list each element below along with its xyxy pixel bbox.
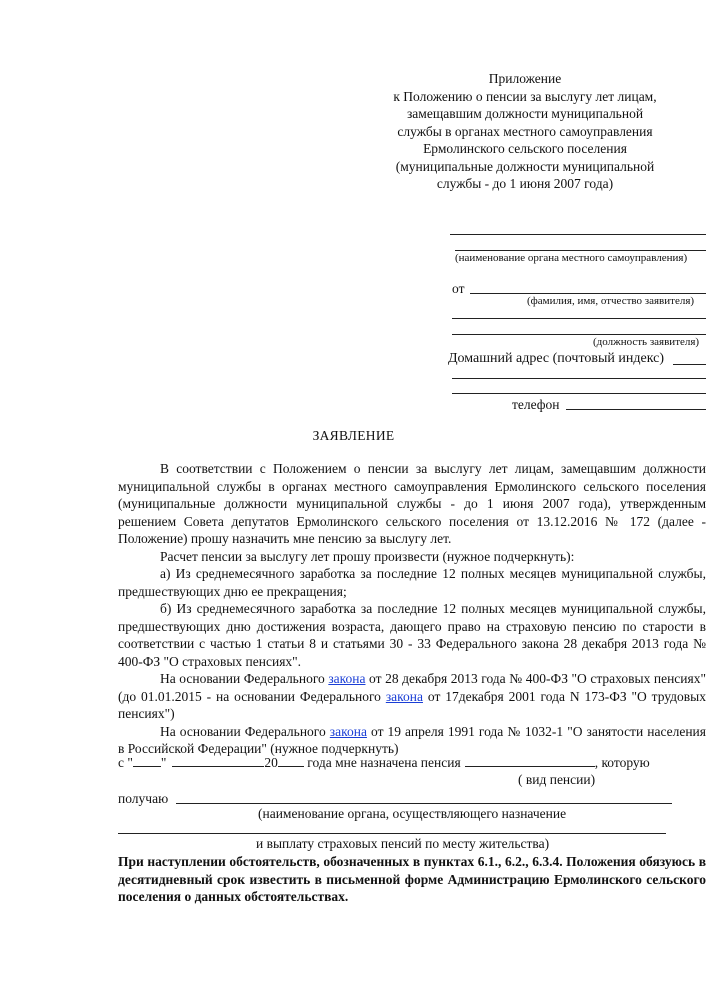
body-paragraphs <box>118 460 706 670</box>
obligation-paragraph <box>118 853 706 906</box>
appendix-line-3: замещавшим должности муниципальной <box>406 106 644 121</box>
basis-1-text-b: от 28 декабря 2013 года № 400-ФЗ "О страховых пенсиях" (до 01.01.2015 - на основании Федерального <box>118 671 706 704</box>
phone-line[interactable] <box>566 409 706 410</box>
appendix-block <box>380 70 670 193</box>
option-b: б) Из среднемесячного заработка за последние 12 полных месяцев муниципальной службы, предшествующих дню достижения возраста, дающего право на страховую пенсию по старости в соответствии с частью 1 статьи 8 и статьями 30 - 33 Федерального закона 28 декабря 2013 года № 400-ФЗ "О страховых пенсиях". <box>118 601 706 669</box>
year-field[interactable] <box>278 755 304 767</box>
appendix-line-4: службы в органах местного самоуправления <box>397 123 653 139</box>
position-line-1[interactable] <box>452 318 706 319</box>
option-a: а) Из среднемесячного заработка за последние 12 полных месяцев муниципальной службы, предшествующих дню ее прекращения; <box>118 566 706 599</box>
law-link-1[interactable]: закона <box>328 671 366 686</box>
legal-basis-block <box>118 670 706 758</box>
paragraph-2: Расчет пенсии за выслугу лет прошу произвести (нужное подчеркнуть): <box>160 548 575 564</box>
organ-line-1[interactable] <box>450 234 706 235</box>
month-field[interactable] <box>172 755 264 767</box>
day-field[interactable] <box>133 755 161 767</box>
legal-basis-1 <box>118 670 706 723</box>
date-line <box>118 755 650 771</box>
fio-line[interactable] <box>470 293 706 294</box>
document-title: ЗАЯВЛЕНИЕ <box>312 428 395 443</box>
from-label: от <box>452 281 465 296</box>
law-link-3[interactable]: закона <box>329 723 367 739</box>
basis-2-text-b: от 19 апреля 1991 года № 1032-1 "О занятости населения в Российской Федерации" (нужное подчеркнуть) <box>118 723 706 756</box>
receive-line[interactable] <box>176 803 672 804</box>
position-line-2[interactable] <box>452 334 706 335</box>
payment-caption: и выплату страховых пенсий по месту жительства) <box>256 836 550 851</box>
date-rest: года мне назначена пенсия <box>303 755 461 770</box>
appendix-line-5: Ермолинского сельского поселения <box>423 141 627 156</box>
law-link-2[interactable]: закона <box>385 688 423 704</box>
obligation-text: При наступлении обстоятельств, обозначенных в пунктах 6.1., 6.2., 6.3.4. Положения обязуюсь в десятидневный срок известить в письменной форме Администрацию Ермолинского сельского поселения о данных обстоятельствах. <box>118 854 706 904</box>
address-line-3[interactable] <box>452 393 706 394</box>
appendix-line-6: (муниципальные должности муниципальной <box>395 158 655 174</box>
basis-1-text-a: На основании Федерального <box>160 671 329 686</box>
address-label: Домашний адрес (почтовый индекс) <box>448 351 665 366</box>
organ-assign-line[interactable] <box>118 833 666 834</box>
year-prefix: 20 <box>264 755 278 770</box>
legal-basis-2 <box>118 723 706 758</box>
receive-label: получаю <box>118 791 169 806</box>
basis-1-text-c: от 17декабря 2001 года N 173-ФЗ "О трудовых пенсиях") <box>118 688 707 721</box>
appendix-line-7: службы - до 1 июня 2007 года) <box>436 176 614 191</box>
pension-kind-caption: ( вид пенсии) <box>518 772 596 787</box>
paragraph-1: В соответствии с Положением о пенсии за выслугу лет лицам, замещавшим должности муниципальной службы в органах местного самоуправления Ермолинского сельского поселения (муниципальные должности муниципальной службы - до 1 июня 2007 года), утвержденным решением Совета депутатов Ермолинского сельского поселения от 13.12.2016 № 172 (далее - Положение) прошу назначить мне пенсию за выслугу лет. <box>118 461 706 546</box>
date-close: " <box>160 755 167 770</box>
organ-caption: (наименование органа местного самоуправления) <box>455 252 688 264</box>
position-caption: (должность заявителя) <box>593 336 700 348</box>
address-line-2[interactable] <box>452 378 706 379</box>
appendix-line-1: Приложение <box>488 71 562 86</box>
which-text: , которую <box>594 755 650 770</box>
pension-type-field[interactable] <box>465 755 595 767</box>
organ-assign-caption: (наименование органа, осуществляющего назначение <box>258 806 567 821</box>
address-line-1[interactable] <box>673 364 706 365</box>
basis-2-text-a: На основании Федерального <box>160 723 330 739</box>
appendix-line-2: к Положению о пенсии за выслугу лет лицам, <box>393 88 657 104</box>
organ-line-2[interactable] <box>455 250 706 251</box>
phone-label: телефон <box>512 397 560 412</box>
fio-caption: (фамилия, имя, отчество заявителя) <box>527 295 695 307</box>
date-open: с " <box>118 755 133 770</box>
